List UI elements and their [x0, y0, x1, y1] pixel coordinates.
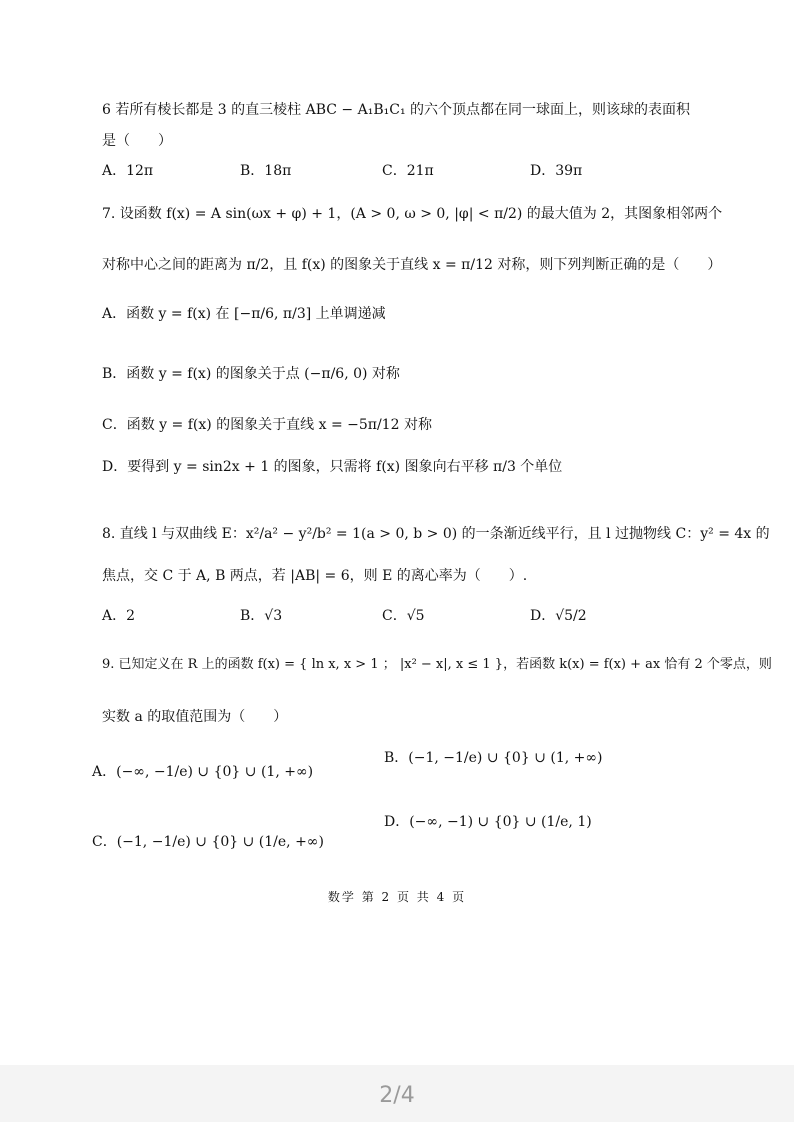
q7-option-d: D．要得到 y = sin2x + 1 的图象，只需将 f(x) 图象向右平移 π/3 个单位	[102, 459, 563, 475]
q7-option-c: C．函数 y = f(x) 的图象关于直线 x = −5π/12 对称	[102, 417, 432, 433]
q6-option-c: C．21π	[382, 163, 434, 179]
q9-stem-line1: 9. 已知定义在 R 上的函数 f(x) = { ln x, x > 1 ； |x² − x|, x ≤ 1 }，若函数 k(x) = f(x) + ax 恰有 2 个零点，则	[102, 657, 772, 672]
q6-stem-line2: 是（ ）	[102, 133, 172, 149]
q9-option-c: C．(−1, −1/e) ∪ {0} ∪ (1/e, +∞)	[92, 834, 324, 850]
q9-option-b: B．(−1, −1/e) ∪ {0} ∪ (1, +∞)	[384, 750, 603, 766]
q8-option-a: A．2	[102, 608, 136, 624]
q9-option-a: A．(−∞, −1/e) ∪ {0} ∪ (1, +∞)	[92, 764, 314, 780]
page-footer: 数学 第 2 页 共 4 页	[327, 890, 467, 904]
q8-stem-line2: 焦点，交 C 于 A, B 两点，若 |AB| = 6，则 E 的离心率为（ ）.	[102, 568, 528, 584]
q6-stem-line1: 6 若所有棱长都是 3 的直三棱柱 ABC − A₁B₁C₁ 的六个顶点都在同一球面上，则该球的表面积	[102, 102, 691, 118]
q7-stem-line2: 对称中心之间的距离为 π/2，且 f(x) 的图象关于直线 x = π/12 对称，则下列判断正确的是（ ）	[102, 257, 722, 273]
q9-option-d: D．(−∞, −1) ∪ {0} ∪ (1/e, 1)	[384, 814, 592, 830]
q8-stem-line1: 8. 直线 l 与双曲线 E：x²/a² − y²/b² = 1(a > 0, b > 0) 的一条渐近线平行，且 l 过抛物线 C：y² = 4x 的	[102, 526, 770, 542]
q8-option-c: C．√5	[382, 608, 425, 624]
q7-option-b: B．函数 y = f(x) 的图象关于点 (−π/6, 0) 对称	[102, 366, 400, 382]
q6-option-d: D．39π	[530, 163, 583, 179]
q7-option-a: A．函数 y = f(x) 在 [−π/6, π/3] 上单调递减	[102, 306, 386, 322]
q8-option-d: D．√5/2	[530, 608, 587, 624]
page-indicator: 2/4	[379, 1083, 415, 1108]
q7-stem-line1: 7. 设函数 f(x) = A sin(ωx + φ) + 1，(A > 0, ω > 0, |φ| < π/2) 的最大值为 2，其图象相邻两个	[102, 206, 723, 222]
q6-option-b: B．18π	[240, 163, 292, 179]
q8-option-b: B．√3	[240, 608, 283, 624]
q9-stem-line2: 实数 a 的取值范围为（ ）	[102, 709, 288, 725]
q6-option-a: A．12π	[102, 163, 154, 179]
